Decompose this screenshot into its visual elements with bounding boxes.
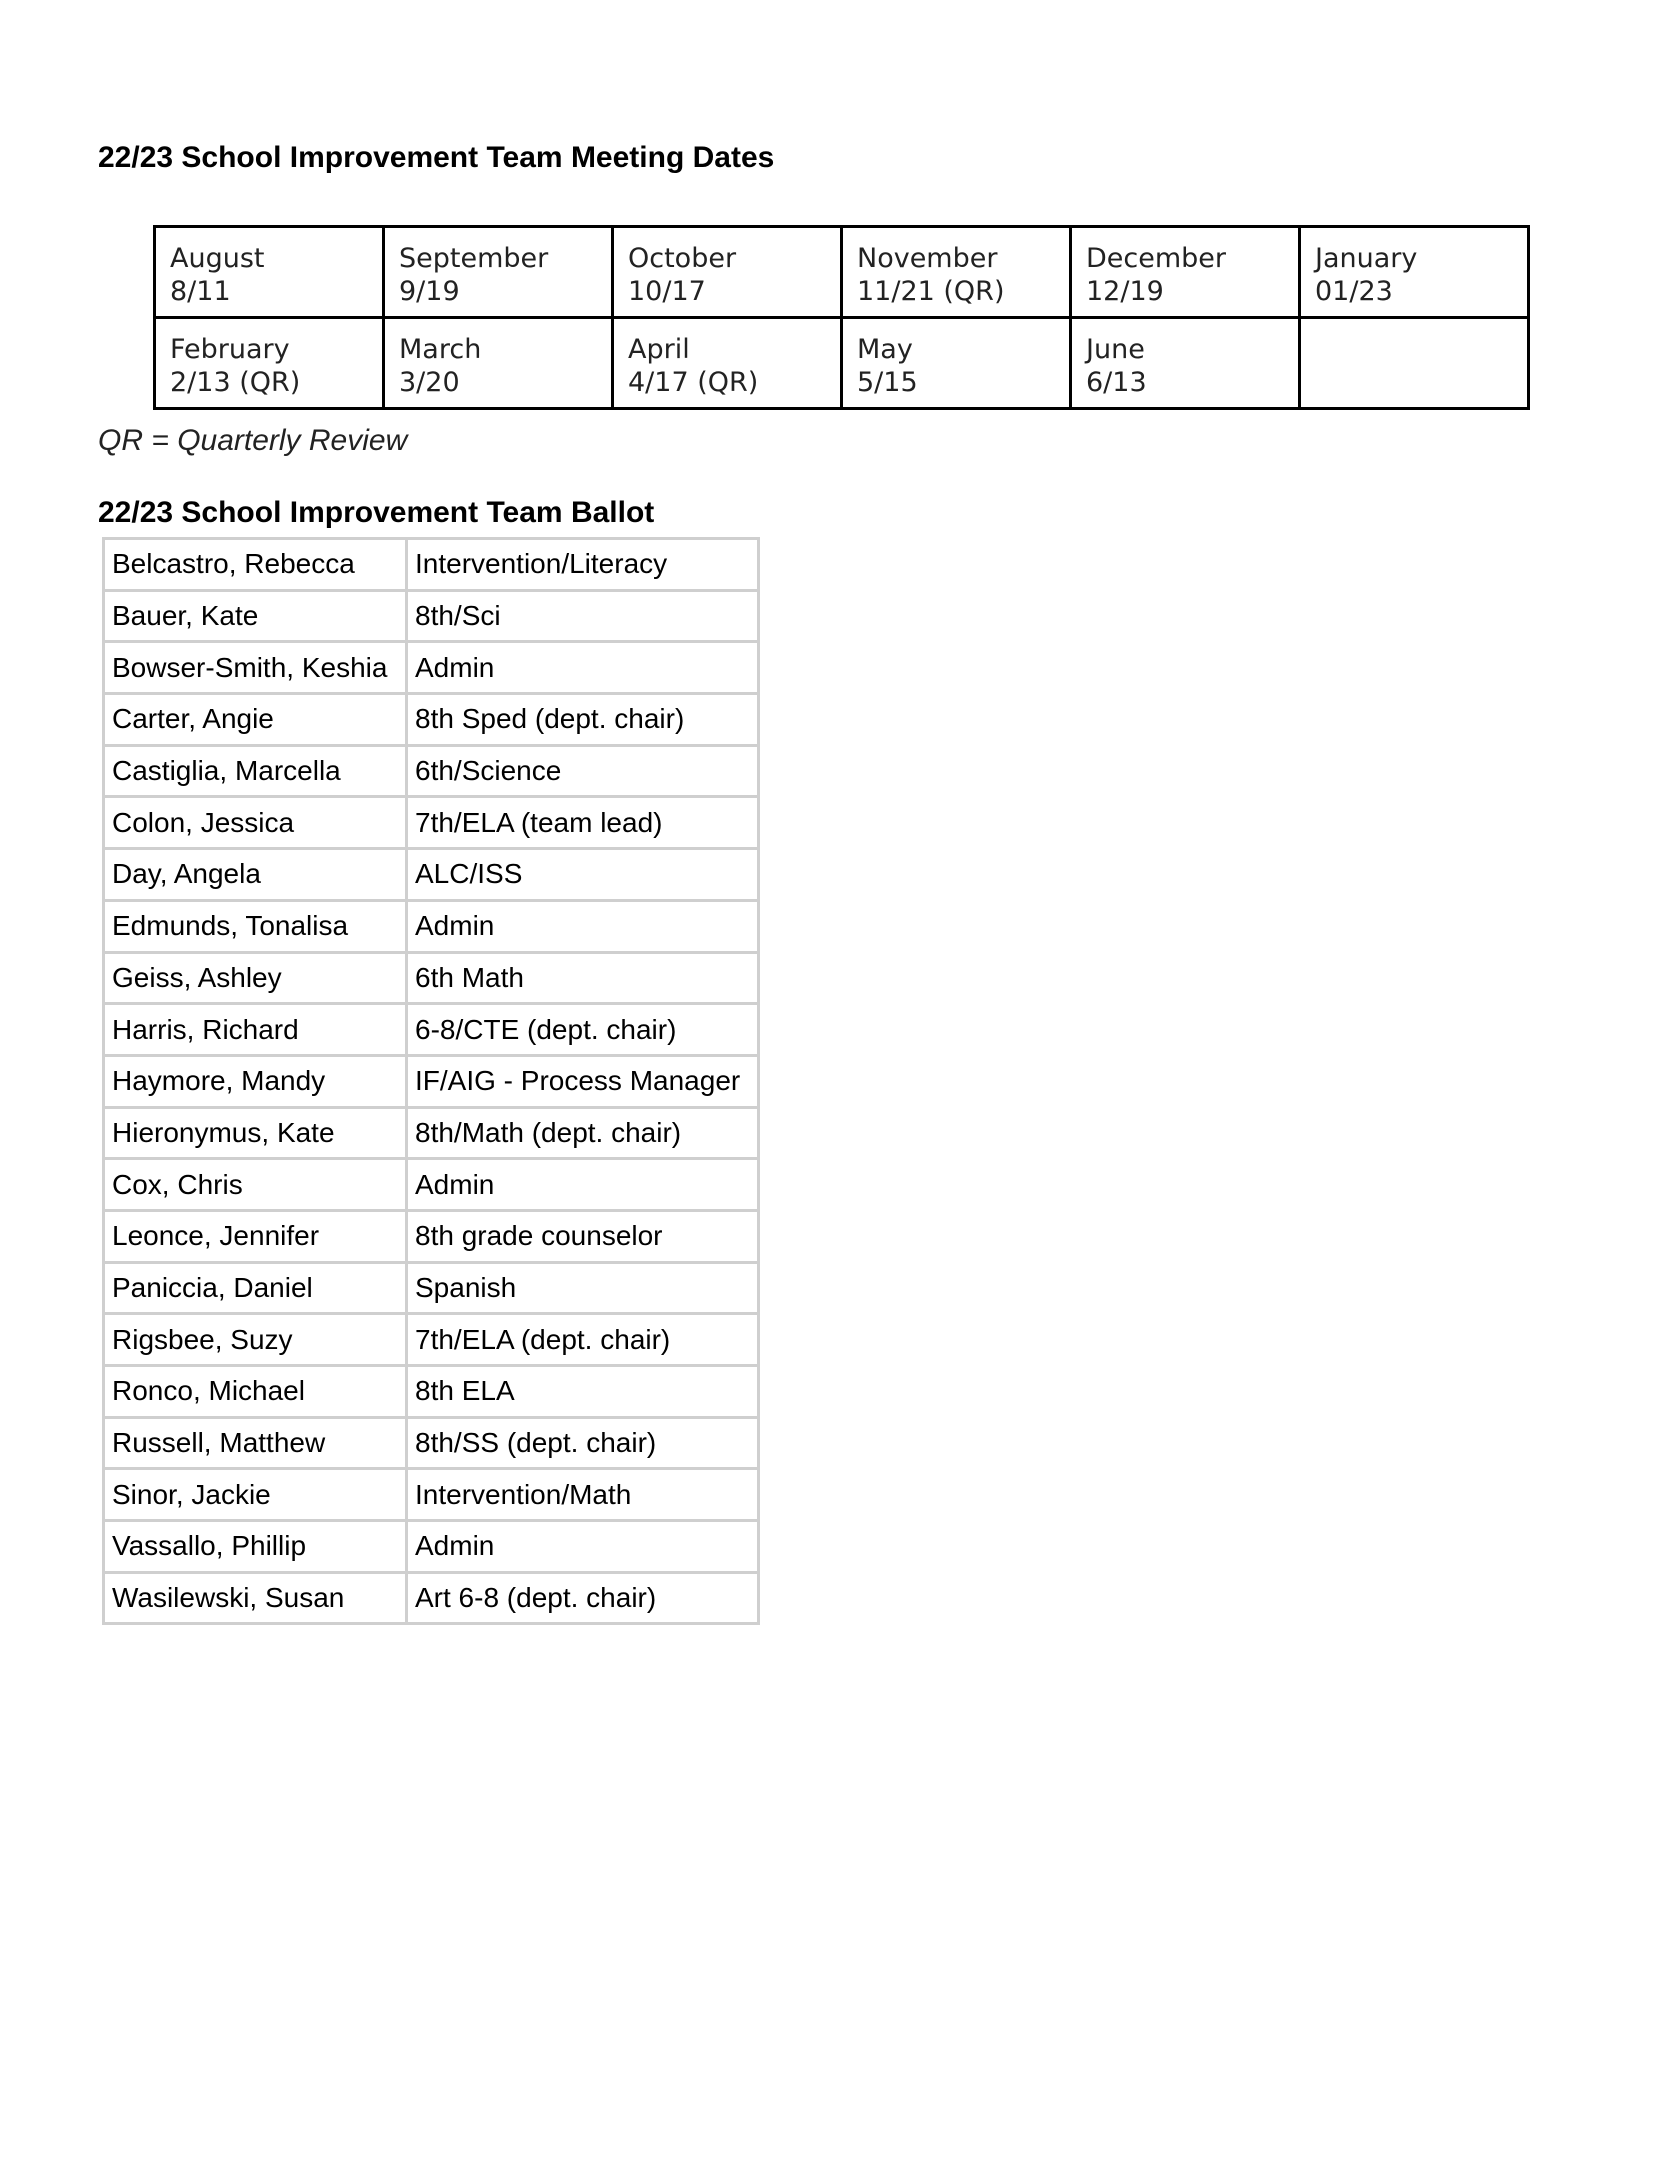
member-name: Harris, Richard (104, 1004, 407, 1056)
table-row (104, 1262, 759, 1314)
table-row (104, 952, 759, 1004)
member-role: Art 6-8 (dept. chair) (407, 1572, 759, 1624)
member-name: Wasilewski, Susan (104, 1572, 407, 1624)
member-name: Leonce, Jennifer (104, 1210, 407, 1262)
table-row (104, 900, 759, 952)
member-role: 6-8/CTE (dept. chair) (407, 1004, 759, 1056)
month-label: August (170, 243, 265, 274)
table-row (104, 694, 759, 746)
meeting-date: 4/17 (QR) (628, 367, 759, 398)
member-role: 8th ELA (407, 1366, 759, 1418)
member-role: 8th grade counselor (407, 1210, 759, 1262)
member-role: Admin (407, 1159, 759, 1211)
quarterly-review-note: QR = Quarterly Review (98, 424, 408, 457)
member-name: Geiss, Ashley (104, 952, 407, 1004)
table-row (104, 849, 759, 901)
member-role: Admin (407, 900, 759, 952)
member-name: Carter, Angie (104, 694, 407, 746)
meeting-cell (1071, 318, 1300, 409)
meetings-title: 22/23 School Improvement Team Meeting Dates (98, 141, 775, 174)
meeting-date: 01/23 (1315, 276, 1393, 307)
meeting-cell-empty (1300, 318, 1529, 409)
member-name: Ronco, Michael (104, 1366, 407, 1418)
table-row (104, 1055, 759, 1107)
member-role: 8th/SS (dept. chair) (407, 1417, 759, 1469)
member-name: Colon, Jessica (104, 797, 407, 849)
table-row (104, 797, 759, 849)
member-name: Sinor, Jackie (104, 1469, 407, 1521)
member-name: Hieronymus, Kate (104, 1107, 407, 1159)
member-name: Castiglia, Marcella (104, 745, 407, 797)
table-row (104, 1417, 759, 1469)
month-label: June (1086, 334, 1145, 365)
month-label: May (857, 334, 913, 365)
table-row (104, 1210, 759, 1262)
meeting-date: 6/13 (1086, 367, 1147, 398)
table-row (104, 1314, 759, 1366)
meeting-cell (613, 318, 842, 409)
meeting-date: 2/13 (QR) (170, 367, 301, 398)
member-role: 8th Sped (dept. chair) (407, 694, 759, 746)
table-row (104, 1107, 759, 1159)
member-name: Bowser-Smith, Keshia (104, 642, 407, 694)
meeting-cell (842, 227, 1071, 318)
table-row (104, 642, 759, 694)
month-label: February (170, 334, 290, 365)
member-role: 8th/Math (dept. chair) (407, 1107, 759, 1159)
meeting-cell (1071, 227, 1300, 318)
member-role: 8th/Sci (407, 590, 759, 642)
meeting-cell (384, 227, 613, 318)
member-role: Spanish (407, 1262, 759, 1314)
ballot-title: 22/23 School Improvement Team Ballot (98, 496, 655, 529)
month-label: March (399, 334, 482, 365)
member-role: 7th/ELA (dept. chair) (407, 1314, 759, 1366)
meeting-cell (384, 318, 613, 409)
ballot-table (102, 537, 760, 1625)
member-name: Cox, Chris (104, 1159, 407, 1211)
member-role: 7th/ELA (team lead) (407, 797, 759, 849)
member-role: 6th/Science (407, 745, 759, 797)
meeting-date: 8/11 (170, 276, 231, 307)
table-row (104, 1366, 759, 1418)
meeting-date: 11/21 (QR) (857, 276, 1005, 307)
member-name: Russell, Matthew (104, 1417, 407, 1469)
member-role: IF/AIG - Process Manager (407, 1055, 759, 1107)
member-role: Intervention/Literacy (407, 539, 759, 591)
meeting-date: 5/15 (857, 367, 918, 398)
meeting-date: 10/17 (628, 276, 706, 307)
member-name: Rigsbee, Suzy (104, 1314, 407, 1366)
month-label: December (1086, 243, 1227, 274)
month-label: January (1315, 243, 1418, 274)
member-name: Belcastro, Rebecca (104, 539, 407, 591)
member-name: Day, Angela (104, 849, 407, 901)
meeting-dates-table (153, 225, 1530, 410)
member-role: Intervention/Math (407, 1469, 759, 1521)
meeting-cell (842, 318, 1071, 409)
member-role: Admin (407, 1521, 759, 1573)
member-role: Admin (407, 642, 759, 694)
member-name: Vassallo, Phillip (104, 1521, 407, 1573)
month-label: October (628, 243, 737, 274)
table-row (155, 318, 1529, 409)
meeting-date: 3/20 (399, 367, 460, 398)
month-label: April (628, 334, 690, 365)
member-name: Edmunds, Tonalisa (104, 900, 407, 952)
meeting-cell (1300, 227, 1529, 318)
table-row (104, 539, 759, 591)
table-row (155, 227, 1529, 318)
table-row (104, 1159, 759, 1211)
member-role: ALC/ISS (407, 849, 759, 901)
table-row (104, 1572, 759, 1624)
table-row (104, 1004, 759, 1056)
meeting-cell (613, 227, 842, 318)
meeting-cell (155, 318, 384, 409)
month-label: September (399, 243, 549, 274)
table-row (104, 745, 759, 797)
member-name: Haymore, Mandy (104, 1055, 407, 1107)
member-name: Bauer, Kate (104, 590, 407, 642)
meeting-date: 9/19 (399, 276, 460, 307)
meeting-cell (155, 227, 384, 318)
table-row (104, 1521, 759, 1573)
table-row (104, 1469, 759, 1521)
table-row (104, 590, 759, 642)
meeting-date: 12/19 (1086, 276, 1164, 307)
member-role: 6th Math (407, 952, 759, 1004)
member-name: Paniccia, Daniel (104, 1262, 407, 1314)
month-label: November (857, 243, 998, 274)
